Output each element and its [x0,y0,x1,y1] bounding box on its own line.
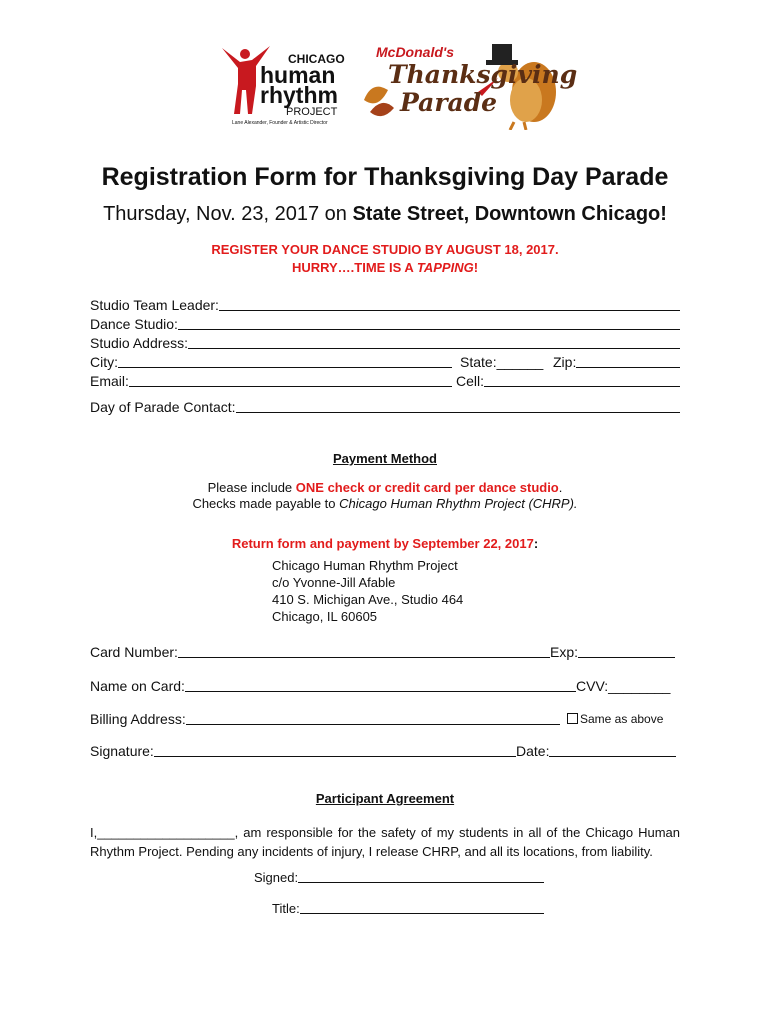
address-line: 410 S. Michigan Ave., Studio 464 [272,592,464,607]
team-leader-label: Studio Team Leader: [90,297,219,313]
logo-rhythm: rhythm [260,82,338,108]
city-line[interactable] [118,366,452,368]
register-notice [0,241,770,277]
signature-label: Signature: [90,743,154,759]
agreement-heading: Participant Agreement [315,791,455,806]
include-emphasis: ONE check or credit card per dance studio [295,480,559,495]
return-deadline [0,536,770,551]
studio-address-field[interactable] [90,335,680,351]
return-suffix: : [533,536,539,551]
event-subheading [0,203,770,226]
dance-studio-field[interactable] [90,316,680,332]
signed-label: Signed: [254,870,299,885]
checks-payee: Chicago Human Rhythm Project (CHRP). [339,496,578,511]
date-label: Date: [516,743,550,759]
logo-mcdonalds: McDonald's [376,44,455,60]
card-number-line[interactable] [178,656,550,658]
logo-project: PROJECT [286,106,338,118]
address-line: Chicago Human Rhythm Project [272,558,458,573]
same-as-above-option[interactable] [567,712,663,726]
logo-human: human [260,62,336,88]
cvv-field[interactable]: CVV:________ [576,678,671,694]
event-location: State Street, Downtown Chicago! [352,203,667,225]
checks-prefix: Checks made payable to [192,496,340,511]
signed-field[interactable] [254,870,544,885]
title-line[interactable] [300,912,544,914]
hurry-italic: TAPPING [416,260,474,275]
zip-line[interactable] [576,366,680,368]
dance-studio-label: Dance Studio: [90,316,178,332]
city-field[interactable] [90,354,452,370]
payment-heading: Payment Method [332,451,437,466]
hurry-suffix: ! [473,260,479,275]
city-label: City: [90,354,118,370]
payment-checks [0,496,770,511]
card-number-label: Card Number: [90,644,178,660]
address-line: c/o Yvonne-Jill Afable [272,575,396,590]
name-on-card-label: Name on Card: [90,678,185,694]
parade-contact-line[interactable] [236,411,680,413]
cell-label: Cell: [456,373,485,389]
billing-address-label: Billing Address: [90,711,186,727]
payment-include [0,480,770,495]
register-hurry [0,259,770,277]
signed-line[interactable] [298,881,544,883]
logo-founder: Lane Alexander, Founder & Artistic Director [232,120,328,126]
exp-field[interactable] [550,644,675,660]
title-field[interactable] [272,901,544,916]
exp-line[interactable] [578,656,675,658]
date-line[interactable] [549,755,676,757]
parade-contact-field[interactable] [90,399,680,415]
logo-parade: Parade [400,88,498,117]
studio-address-label: Studio Address: [90,335,189,351]
logo-chicago: CHICAGO [288,52,345,66]
include-prefix: Please include [207,480,296,495]
agreement-text: I,___________________, am responsible for the safety of my students in all of the Chicago Human Rhythm Project. Pending any incidents of injury, I release CHRP, and all its locations, from liability. [90,825,680,859]
parade-contact-label: Day of Parade Contact: [90,399,236,415]
signature-line[interactable] [154,755,516,757]
billing-address-line[interactable] [186,723,560,725]
chrp-logo [212,40,352,130]
page-title: Registration Form for Thanksgiving Day Parade [101,163,669,191]
name-on-card-line[interactable] [185,690,576,692]
zip-label: Zip: [553,354,577,370]
same-as-above-label: Same as above [580,712,664,726]
include-suffix: . [558,480,563,495]
team-leader-line[interactable] [219,309,680,311]
state-field[interactable]: State:______ [460,354,544,370]
billing-address-field[interactable] [90,711,560,727]
title-label: Title: [272,901,300,916]
email-field[interactable] [90,373,452,389]
exp-label: Exp: [550,644,579,660]
date-field[interactable] [516,743,676,759]
register-deadline: REGISTER YOUR DANCE STUDIO BY AUGUST 18, 2017. [211,242,559,257]
team-leader-field[interactable] [90,297,680,313]
signature-field[interactable] [90,743,516,759]
zip-field[interactable] [553,354,680,370]
card-number-field[interactable] [90,644,550,660]
email-label: Email: [90,373,129,389]
studio-address-line[interactable] [188,347,680,349]
parade-logo [358,30,578,130]
cell-line[interactable] [484,385,680,387]
mailing-address [272,557,463,625]
email-line[interactable] [129,385,452,387]
hurry-prefix: HURRY….TIME IS A [291,260,417,275]
logo-thanksgiving: Thanksgiving [388,60,578,89]
address-line: Chicago, IL 60605 [272,609,378,624]
event-date: Thursday, Nov. 23, 2017 on [103,203,353,225]
cell-field[interactable] [456,373,680,389]
return-red: Return form and payment by September 22, 2017 [231,536,534,551]
name-on-card-field[interactable] [90,678,576,694]
same-as-above-checkbox[interactable] [567,713,578,724]
dance-studio-line[interactable] [178,328,680,330]
